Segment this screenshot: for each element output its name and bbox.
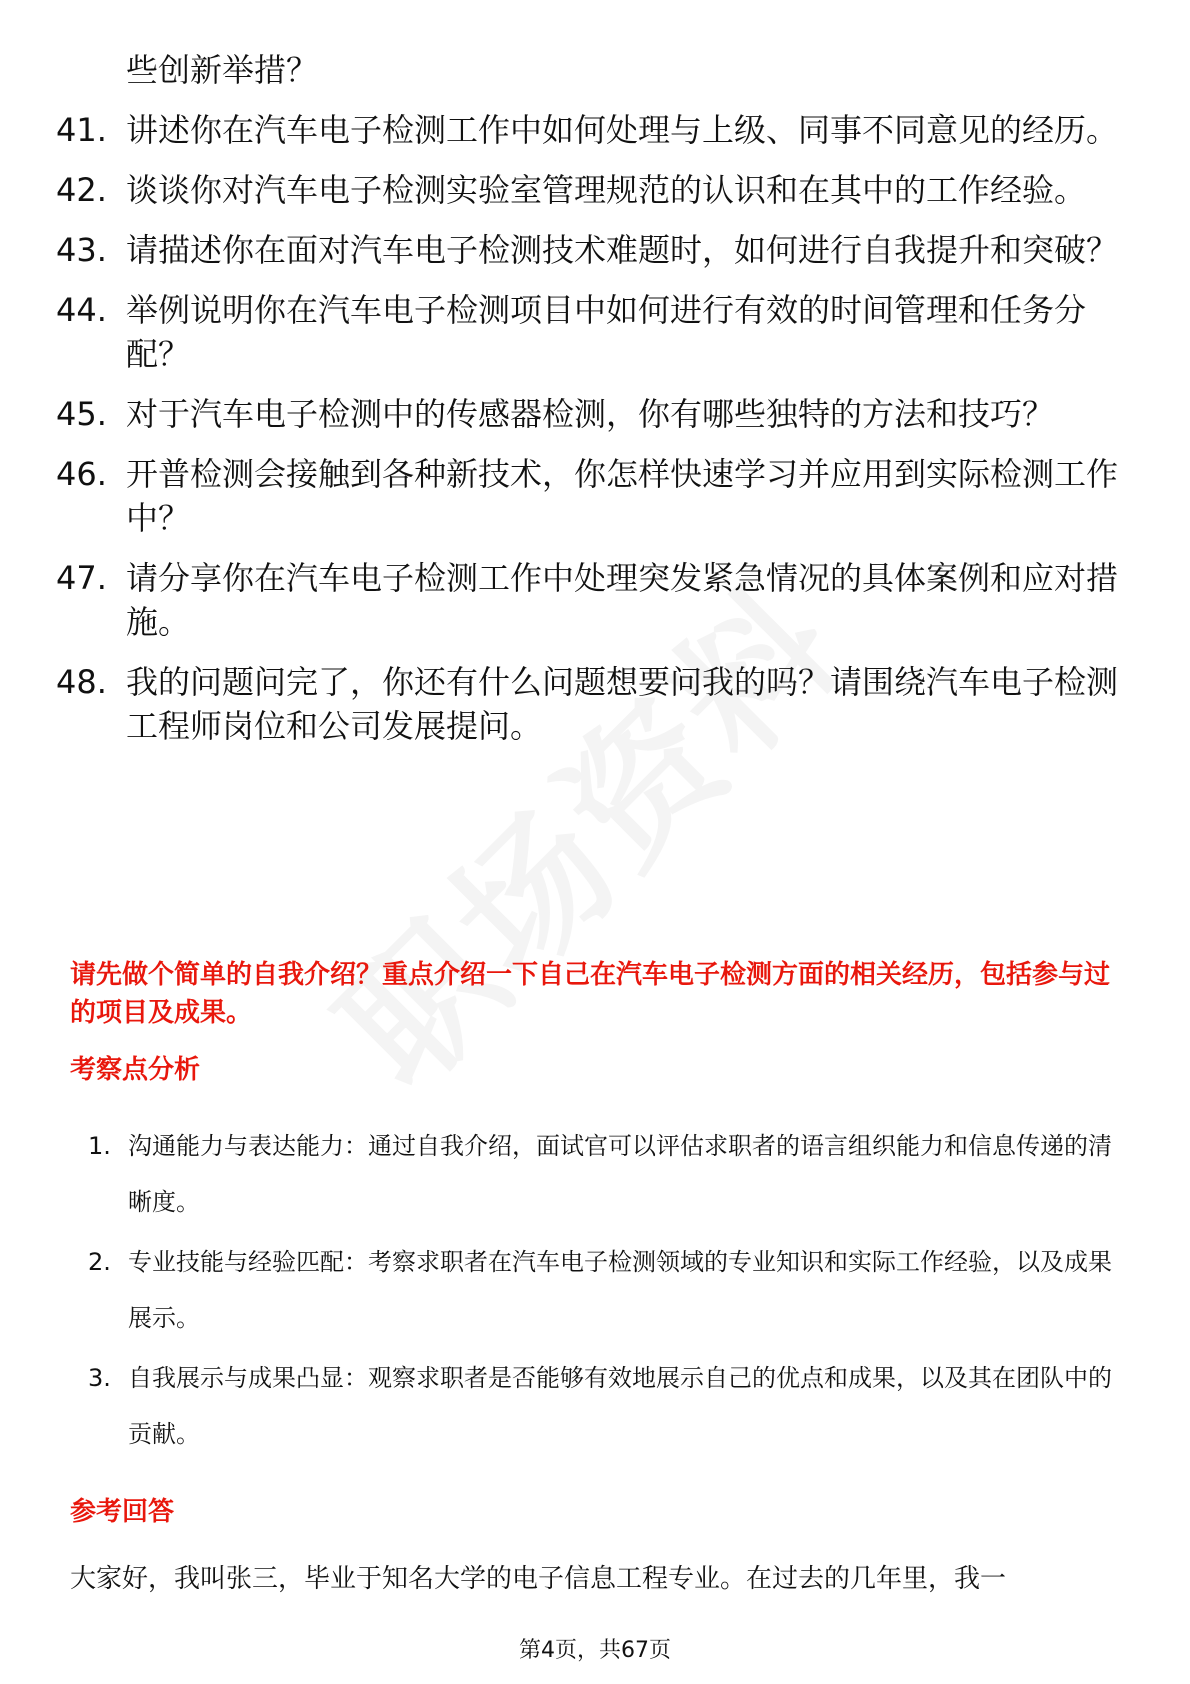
analysis-item bbox=[70, 1118, 1130, 1230]
analysis-number: 1. bbox=[88, 1132, 111, 1160]
question-item bbox=[56, 392, 1126, 436]
question-number: 42. bbox=[56, 171, 107, 209]
question-item bbox=[56, 452, 1126, 540]
question-text: 请分享你在汽车电子检测工作中处理突发紧急情况的具体案例和应对措施。 bbox=[126, 559, 1119, 641]
question-number: 47. bbox=[56, 559, 107, 597]
question-number: 43. bbox=[56, 231, 107, 269]
analysis-number: 3. bbox=[88, 1364, 111, 1392]
reference-answer: 大家好，我叫张三，毕业于知名大学的电子信息工程专业。在过去的几年里，我一 bbox=[70, 1564, 1007, 1594]
question-continuation: 些创新举措？ bbox=[126, 51, 319, 89]
question-text: 我的问题问完了，你还有什么问题想要问我的吗？请围绕汽车电子检测工程师岗位和公司发展提问。 bbox=[126, 663, 1119, 745]
question-item bbox=[56, 228, 1126, 272]
featured-question: 请先做个简单的自我介绍？重点介绍一下自己在汽车电子检测方面的相关经历，包括参与过的项目及成果。 bbox=[70, 960, 1111, 1028]
question-item bbox=[56, 660, 1126, 748]
question-number: 48. bbox=[56, 663, 107, 701]
analysis-text: 自我展示与成果凸显：观察求职者是否能够有效地展示自己的优点和成果，以及其在团队中的贡献。 bbox=[128, 1364, 1112, 1448]
analysis-item bbox=[70, 1350, 1130, 1462]
page-footer: 第4页，共67页 bbox=[519, 1638, 671, 1663]
analysis-heading: 考察点分析 bbox=[70, 1055, 201, 1085]
question-number: 45. bbox=[56, 395, 107, 433]
question-list bbox=[56, 48, 1126, 764]
question-number: 46. bbox=[56, 455, 107, 493]
question-text: 举例说明你在汽车电子检测项目中如何进行有效的时间管理和任务分配？ bbox=[126, 291, 1087, 373]
analysis-text: 专业技能与经验匹配：考察求职者在汽车电子检测领域的专业知识和实际工作经验，以及成果展示。 bbox=[128, 1248, 1112, 1332]
question-item bbox=[56, 168, 1126, 212]
question-text: 对于汽车电子检测中的传感器检测，你有哪些独特的方法和技巧？ bbox=[126, 395, 1055, 433]
question-text: 谈谈你对汽车电子检测实验室管理规范的认识和在其中的工作经验。 bbox=[126, 171, 1087, 209]
question-number: 44. bbox=[56, 291, 107, 329]
question-item bbox=[56, 288, 1126, 376]
reference-heading: 参考回答 bbox=[70, 1497, 175, 1527]
question-text: 请描述你在面对汽车电子检测技术难题时，如何进行自我提升和突破？ bbox=[126, 231, 1119, 269]
analysis-list bbox=[70, 1118, 1130, 1466]
question-number: 41. bbox=[56, 111, 107, 149]
question-item bbox=[56, 556, 1126, 644]
analysis-number: 2. bbox=[88, 1248, 111, 1276]
question-text: 讲述你在汽车电子检测工作中如何处理与上级、同事不同意见的经历。 bbox=[126, 111, 1119, 149]
question-item bbox=[56, 108, 1126, 152]
question-text: 开普检测会接触到各种新技术，你怎样快速学习并应用到实际检测工作中？ bbox=[126, 455, 1119, 537]
analysis-text: 沟通能力与表达能力：通过自我介绍，面试官可以评估求职者的语言组织能力和信息传递的清晰度。 bbox=[128, 1132, 1112, 1216]
analysis-item bbox=[70, 1234, 1130, 1346]
